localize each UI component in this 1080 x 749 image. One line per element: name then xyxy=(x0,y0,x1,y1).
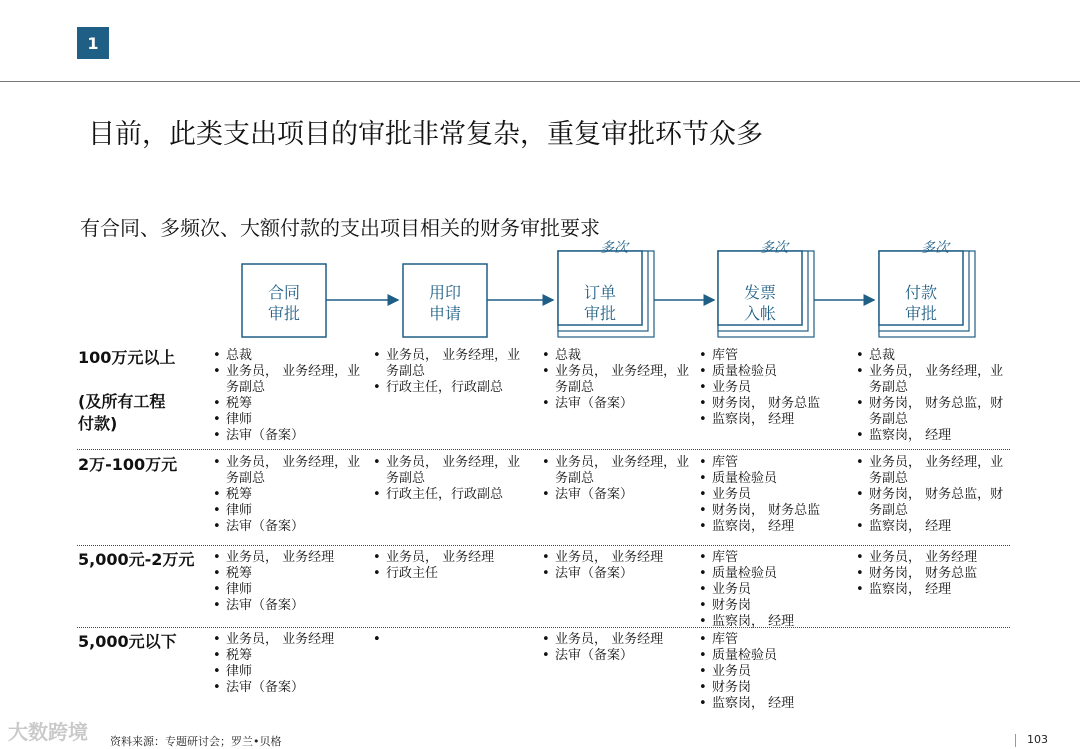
approver-cell xyxy=(213,348,363,444)
approver-item: • 质量检验员 xyxy=(699,648,849,664)
source-note: 资料来源：专题研讨会；罗兰•贝格 xyxy=(110,735,282,748)
row-label-line xyxy=(78,369,175,391)
approver-item: • 税筹 xyxy=(213,566,363,582)
approver-cell xyxy=(856,550,1006,598)
approver-list xyxy=(856,550,1006,598)
approver-cell xyxy=(699,550,849,630)
flow-step-label: 合同 xyxy=(267,283,301,302)
approver-item: • 监察岗， 经理 xyxy=(699,614,849,630)
approver-cell xyxy=(542,550,692,582)
approver-item: • 库管 xyxy=(699,632,849,648)
approver-item: • 税筹 xyxy=(213,487,363,503)
approver-item: • 法审（备案） xyxy=(213,598,363,614)
approver-list xyxy=(542,550,692,582)
approver-list xyxy=(542,632,692,664)
approver-item: • 法审（备案） xyxy=(213,428,363,444)
approver-cell xyxy=(542,632,692,664)
approver-cell xyxy=(373,455,523,503)
approver-item: • 总裁 xyxy=(856,348,1006,364)
section-badge: 1 xyxy=(77,27,109,59)
flow-step-contract-approval xyxy=(242,264,326,337)
flow-step-label: 入帐 xyxy=(743,304,777,323)
flow-step-seal-request xyxy=(403,264,487,337)
approver-list xyxy=(213,348,363,444)
row-label-line: 5,000元-2万元 xyxy=(78,550,195,569)
approver-item: • 业务员 xyxy=(699,380,849,396)
approver-item: • 监察岗， 经理 xyxy=(856,519,1006,535)
approver-cell xyxy=(699,632,849,712)
flow-step-label: 审批 xyxy=(904,304,938,323)
watermark: 大数跨境 xyxy=(8,720,88,744)
approver-item: • 律师 xyxy=(213,582,363,598)
page-subtitle: 有合同、多频次、大额付款的支出项目相关的财务审批要求 xyxy=(80,216,600,240)
approver-item: • 库管 xyxy=(699,455,849,471)
approver-item: • 业务员， 业务经理 xyxy=(856,550,1006,566)
approver-list xyxy=(699,550,849,630)
approver-item: • 财务岗， 财务总监，财务副总 xyxy=(856,396,1006,428)
approver-item: • 财务岗， 财务总监 xyxy=(856,566,1006,582)
approver-cell xyxy=(373,348,523,396)
approver-list xyxy=(373,348,523,396)
approver-cell xyxy=(699,455,849,535)
approver-list xyxy=(213,455,363,535)
flow-step-label: 用印 xyxy=(428,283,462,302)
approver-item: • 行政主任 xyxy=(373,566,523,582)
approver-item: • 业务员， 业务经理，业务副总 xyxy=(373,348,523,380)
approver-item: • 业务员， 业务经理，业务副总 xyxy=(213,455,363,487)
approver-item: • 法审（备案） xyxy=(213,519,363,535)
row-divider xyxy=(77,545,1010,546)
row-label xyxy=(78,549,194,571)
approver-cell xyxy=(542,348,692,412)
approver-list xyxy=(699,455,849,535)
row-label xyxy=(78,454,177,476)
row-divider xyxy=(77,449,1010,450)
approver-item: • 监察岗， 经理 xyxy=(699,519,849,535)
approver-item: • 律师 xyxy=(213,503,363,519)
approver-item: • 税筹 xyxy=(213,396,363,412)
flow-step-label: 发票 xyxy=(743,283,777,302)
approver-item: • 监察岗， 经理 xyxy=(856,582,1006,598)
approver-list xyxy=(699,348,849,428)
approver-item: • 业务员， 业务经理 xyxy=(213,550,363,566)
row-label-line: 5,000元以下 xyxy=(78,632,177,651)
approver-item: • 监察岗， 经理 xyxy=(699,696,849,712)
approver-item: • 业务员， 业务经理 xyxy=(373,550,523,566)
approver-item: • 库管 xyxy=(699,550,849,566)
approver-item: • 法审（备案） xyxy=(213,680,363,696)
approver-item: • 总裁 xyxy=(213,348,363,364)
approver-item: • 财务岗 xyxy=(699,598,849,614)
approver-item: • 业务员， 业务经理，业务副总 xyxy=(542,364,692,396)
approver-list xyxy=(699,632,849,712)
approver-item: • 法审（备案） xyxy=(542,566,692,582)
row-label-line: (及所有工程 xyxy=(78,392,166,411)
approver-item: • 业务员 xyxy=(699,664,849,680)
approver-item: • 业务员 xyxy=(699,582,849,598)
row-label xyxy=(78,631,177,653)
approver-item: • 业务员， 业务经理 xyxy=(542,632,692,648)
row-label-line: 2万-100万元 xyxy=(78,455,178,474)
approver-item: • 财务岗， 财务总监 xyxy=(699,503,849,519)
approver-item: • 业务员， 业务经理，业务副总 xyxy=(856,455,1006,487)
row-label-line: 100万元以上 xyxy=(78,348,176,367)
approver-item: • 业务员， 业务经理 xyxy=(213,632,363,648)
approver-cell xyxy=(213,550,363,614)
approver-item: • 律师 xyxy=(213,664,363,680)
flow-step-label: 审批 xyxy=(267,304,301,323)
page-number-divider xyxy=(1015,734,1016,747)
multiple-times-tag: 多次 xyxy=(600,240,628,256)
approver-cell xyxy=(699,348,849,428)
approver-cell xyxy=(213,455,363,535)
approver-item: • 法审（备案） xyxy=(542,487,692,503)
approver-item: • 质量检验员 xyxy=(699,566,849,582)
approver-item: • 质量检验员 xyxy=(699,364,849,380)
approver-list xyxy=(373,550,523,582)
approver-list xyxy=(856,455,1006,535)
approver-item: • 监察岗， 经理 xyxy=(856,428,1006,444)
row-label xyxy=(78,347,175,435)
approver-item: • 业务员， 业务经理，业务副总 xyxy=(542,455,692,487)
approver-item: • 质量检验员 xyxy=(699,471,849,487)
approver-item: • 财务岗 xyxy=(699,680,849,696)
flow-step-label: 申请 xyxy=(428,304,462,323)
approver-item: • 总裁 xyxy=(542,348,692,364)
multiple-times-tag: 多次 xyxy=(760,240,788,256)
flow-step-label: 付款 xyxy=(904,283,938,302)
approver-item: • 法审（备案） xyxy=(542,648,692,664)
approver-item: • 业务员， 业务经理，业务副总 xyxy=(373,455,523,487)
approver-cell xyxy=(373,550,523,582)
page-number: 103 xyxy=(1027,733,1048,746)
flow-step-payment-approval xyxy=(879,240,975,337)
page-title: 目前，此类支出项目的审批非常复杂，重复审批环节众多 xyxy=(88,119,763,150)
row-divider xyxy=(77,627,1010,628)
flow-step-order-approval xyxy=(558,240,654,337)
approver-list xyxy=(213,550,363,614)
approver-item: • 库管 xyxy=(699,348,849,364)
approval-flow-diagram xyxy=(0,240,1080,345)
multiple-times-tag: 多次 xyxy=(921,240,949,256)
flow-step-label: 订单 xyxy=(583,283,617,302)
approver-item: • 律师 xyxy=(213,412,363,428)
approver-item: • 法审（备案） xyxy=(542,396,692,412)
approver-item: • 业务员， 业务经理 xyxy=(542,550,692,566)
flow-step-label: 审批 xyxy=(583,304,617,323)
approver-item: • 财务岗， 财务总监 xyxy=(699,396,849,412)
header-divider xyxy=(0,81,1080,82)
approver-cell xyxy=(856,455,1006,535)
approver-cell xyxy=(856,348,1006,444)
approver-list xyxy=(856,348,1006,444)
approver-list xyxy=(542,455,692,503)
approver-item: • 业务员 xyxy=(699,487,849,503)
approver-item: • 税筹 xyxy=(213,648,363,664)
approver-item: • 行政主任，行政副总 xyxy=(373,380,523,396)
approver-item: • 监察岗， 经理 xyxy=(699,412,849,428)
approver-list xyxy=(213,632,363,696)
approver-list xyxy=(542,348,692,412)
approver-item: • 业务员， 业务经理，业务副总 xyxy=(213,364,363,396)
row-label-line: 付款) xyxy=(78,414,118,433)
approver-item: • 财务岗， 财务总监，财务副总 xyxy=(856,487,1006,519)
approver-item: • 行政主任，行政副总 xyxy=(373,487,523,503)
approver-cell xyxy=(213,632,363,696)
approver-list xyxy=(373,455,523,503)
approver-cell xyxy=(542,455,692,503)
flow-step-invoice-entry xyxy=(718,240,814,337)
approver-item: • 业务员， 业务经理，业务副总 xyxy=(856,364,1006,396)
